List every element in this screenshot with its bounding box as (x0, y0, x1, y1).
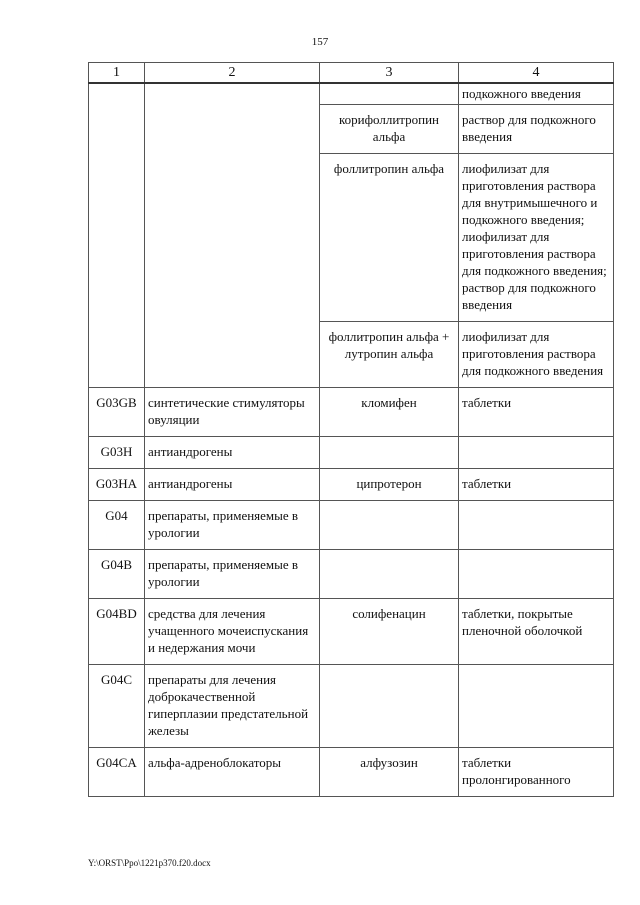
column-header-1: 1 (89, 63, 145, 84)
atc-code-cell (89, 83, 145, 388)
group-cell: препараты, применяемые в урологии (145, 550, 320, 599)
table-row (89, 599, 614, 665)
group-cell: антиандрогены (145, 437, 320, 469)
column-header-3: 3 (320, 63, 459, 84)
atc-code-cell: G04C (89, 665, 145, 748)
page-number: 157 (311, 36, 329, 48)
table-row (89, 665, 614, 748)
table-row (89, 437, 614, 469)
table-row (89, 501, 614, 550)
inn-cell (320, 437, 459, 469)
dosage-form-cell: таблетки пролонгированного (459, 748, 614, 797)
dosage-form-cell (459, 550, 614, 599)
footer-file-path: Y:\ORST\Ppo\1221p370.f20.docx (88, 858, 211, 868)
table-row (89, 388, 614, 437)
dosage-form-cell: лиофилизат для приготовления раствора для внутримышечного и подкожного введения; лиофилизат для приготовления раствора для подкожного введения; раствор для подкожного введения (459, 154, 614, 322)
inn-cell: фоллитропин альфа (320, 154, 459, 322)
group-cell: препараты, применяемые в урологии (145, 501, 320, 550)
column-header-4: 4 (459, 63, 614, 84)
group-cell: альфа-адреноблокаторы (145, 748, 320, 797)
inn-cell: кломифен (320, 388, 459, 437)
drug-table (88, 62, 614, 797)
atc-code-cell: G04BD (89, 599, 145, 665)
inn-cell (320, 501, 459, 550)
inn-cell: солифенацин (320, 599, 459, 665)
dosage-form-cell (459, 437, 614, 469)
dosage-form-cell (459, 501, 614, 550)
dosage-form-cell: таблетки (459, 388, 614, 437)
inn-cell (320, 665, 459, 748)
table-header-row (89, 63, 614, 84)
column-header-2: 2 (145, 63, 320, 84)
atc-code-cell: G04CA (89, 748, 145, 797)
group-cell: синтетические стимуляторы овуляции (145, 388, 320, 437)
dosage-form-cell: таблетки, покрытые пленочной оболочкой (459, 599, 614, 665)
inn-cell: ципротерон (320, 469, 459, 501)
table-row (89, 748, 614, 797)
atc-code-cell: G04B (89, 550, 145, 599)
atc-code-cell: G03GB (89, 388, 145, 437)
inn-cell: корифоллитропин альфа (320, 105, 459, 154)
table-row (89, 550, 614, 599)
atc-code-cell: G03H (89, 437, 145, 469)
dosage-form-cell: раствор для подкожного введения (459, 105, 614, 154)
group-cell: антиандрогены (145, 469, 320, 501)
inn-cell: фоллитропин альфа + лутропин альфа (320, 322, 459, 388)
dosage-form-cell: лиофилизат для приготовления раствора для подкожного введения (459, 322, 614, 388)
atc-code-cell: G03HA (89, 469, 145, 501)
inn-cell (320, 83, 459, 105)
group-cell: средства для лечения учащенного мочеиспускания и недержания мочи (145, 599, 320, 665)
atc-code-cell: G04 (89, 501, 145, 550)
table-row (89, 469, 614, 501)
dosage-form-cell: подкожного введения (459, 83, 614, 105)
group-cell (145, 83, 320, 388)
group-cell: препараты для лечения доброкачественной гиперплазии предстательной железы (145, 665, 320, 748)
table-row (89, 83, 614, 105)
inn-cell (320, 550, 459, 599)
inn-cell: алфузозин (320, 748, 459, 797)
dosage-form-cell: таблетки (459, 469, 614, 501)
dosage-form-cell (459, 665, 614, 748)
